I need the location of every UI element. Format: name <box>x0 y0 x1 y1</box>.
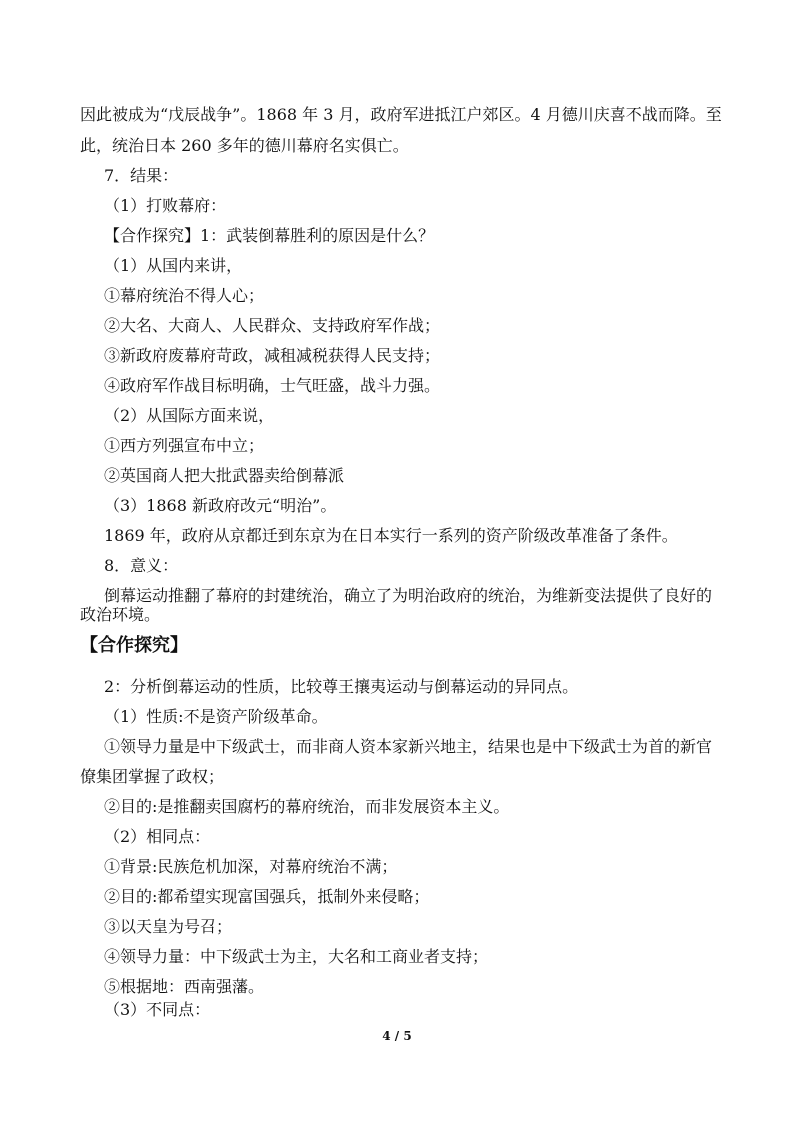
list-item: ②目的:都希望实现富国强兵，抵制外来侵略； <box>104 887 430 906</box>
list-item: ②大名、大商人、人民群众、支持政府军作战； <box>104 316 441 335</box>
text-line: 1869 年，政府从京都迁到东京为在日本实行一系列的资产阶级改革准备了条件。 <box>104 526 678 545</box>
list-item: ②英国商人把大批武器卖给倒幕派 <box>104 466 345 485</box>
text-line: 2：分析倒幕运动的性质，比较尊王攘夷运动与倒幕运动的异同点。 <box>104 677 579 696</box>
page-number: 4 / 5 <box>382 1029 412 1043</box>
text-line: （2）从国际方面来说， <box>104 406 275 425</box>
section-heading: 【合作探究】 <box>80 635 188 656</box>
text-line: 僚集团掌握了政权； <box>80 767 225 786</box>
section-title: 7．结果： <box>104 166 179 185</box>
list-item: ①幕府统治不得人心； <box>104 286 265 305</box>
list-item: ③新政府废幕府苛政，减租减税获得人民支持； <box>104 346 441 365</box>
list-item: ⑤根据地：西南强藩。 <box>104 977 265 996</box>
list-item: ④政府军作战目标明确，士气旺盛，战斗力强。 <box>104 376 441 395</box>
list-item: ④领导力量：中下级武士为主，大名和工商业者支持； <box>104 947 489 966</box>
text-line: （1）打败幕府： <box>104 196 227 215</box>
text-line: 因此被成为“戊辰战争”。1868 年 3 月，政府军进抵江户郊区。4 月德川庆喜不战而降。至 <box>80 105 722 124</box>
text-line: 倒幕运动推翻了幕府的封建统治，确立了为明治政府的统治，为维新变法提供了良好的 <box>104 586 713 605</box>
text-line: （3）不同点： <box>104 1000 211 1019</box>
text-line: 政治环境。 <box>80 605 161 624</box>
list-item: ③以天皇为号召； <box>104 917 233 936</box>
list-item: ①西方列强宣布中立； <box>104 436 265 455</box>
text-line: 此，统治日本 260 多年的德川幕府名实俱亡。 <box>80 136 409 155</box>
text-line: （2）相同点： <box>104 827 211 846</box>
text-line: （1）从国内来讲， <box>104 256 243 275</box>
text-line: （1）性质:不是资产阶级革命。 <box>104 707 328 726</box>
list-item: ①背景:民族危机加深，对幕府统治不满； <box>104 857 398 876</box>
text-line: 【合作探究】1：武装倒幕胜利的原因是什么？ <box>104 226 435 245</box>
list-item: ①领导力量是中下级武士，而非商人资本家新兴地主，结果也是中下级武士为首的新官 <box>104 737 713 756</box>
list-item: ②目的:是推翻卖国腐朽的幕府统治，而非发展资本主义。 <box>104 797 510 816</box>
text-line: （3）1868 新政府改元“明治”。 <box>104 496 337 515</box>
section-title: 8．意义： <box>104 556 179 575</box>
